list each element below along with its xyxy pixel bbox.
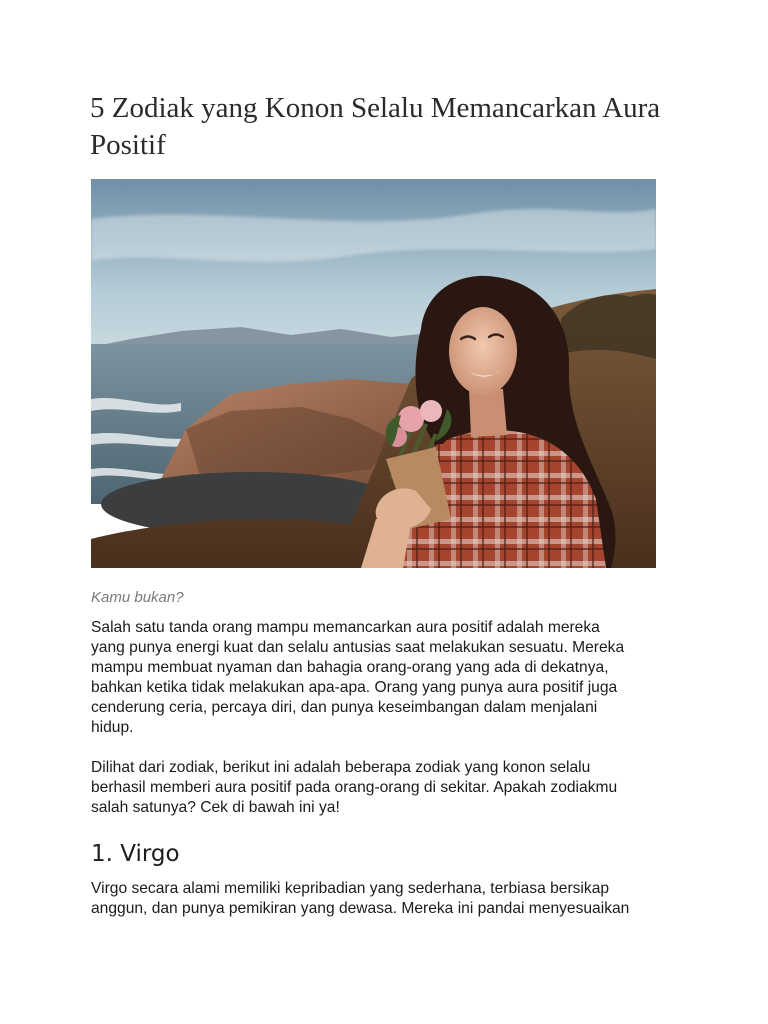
text-line: Salah satu tanda orang mampu memancarkan aura positif adalah mereka (91, 619, 600, 636)
text-line: salah satunya? Cek di bawah ini ya! (91, 799, 340, 816)
paragraph-2 (91, 758, 691, 818)
neck (469, 389, 507, 437)
text-line: bahkan ketika tidak melakukan apa-apa. Orang yang punya aura positif juga (91, 679, 618, 696)
paragraph-virgo (91, 879, 691, 919)
hero-image (91, 179, 656, 568)
paragraph-1 (91, 618, 691, 738)
section-heading-virgo: 1. Virgo (91, 841, 180, 867)
flower (420, 400, 442, 422)
title-line: 5 Zodiak yang Konon Selalu Memancarkan Aura (90, 92, 661, 124)
text-line: berhasil memberi aura positif pada orang-orang di sekitar. Apakah zodiakmu (91, 779, 618, 796)
text-line: hidup. (91, 719, 134, 736)
text-line: anggun, dan punya pemikiran yang dewasa. Mereka ini pandai menyesuaikan (91, 900, 630, 917)
face (449, 307, 517, 395)
article-title (90, 90, 690, 164)
text-line: Dilihat dari zodiak, berikut ini adalah beberapa zodiak yang konon selalu (91, 759, 591, 776)
text-line: Virgo secara alami memiliki kepribadian yang sederhana, terbiasa bersikap (91, 880, 610, 897)
text-line: cenderung ceria, percaya diri, dan punya keseimbangan dalam menjalani (91, 699, 598, 716)
title-line: Positif (90, 129, 166, 161)
text-line: yang punya energi kuat dan selalu antusias saat melakukan sesuatu. Mereka (91, 639, 625, 656)
text-line: mampu membuat nyaman dan bahagia orang-orang yang ada di dekatnya, (91, 659, 609, 676)
image-caption: Kamu bukan? (91, 589, 184, 606)
